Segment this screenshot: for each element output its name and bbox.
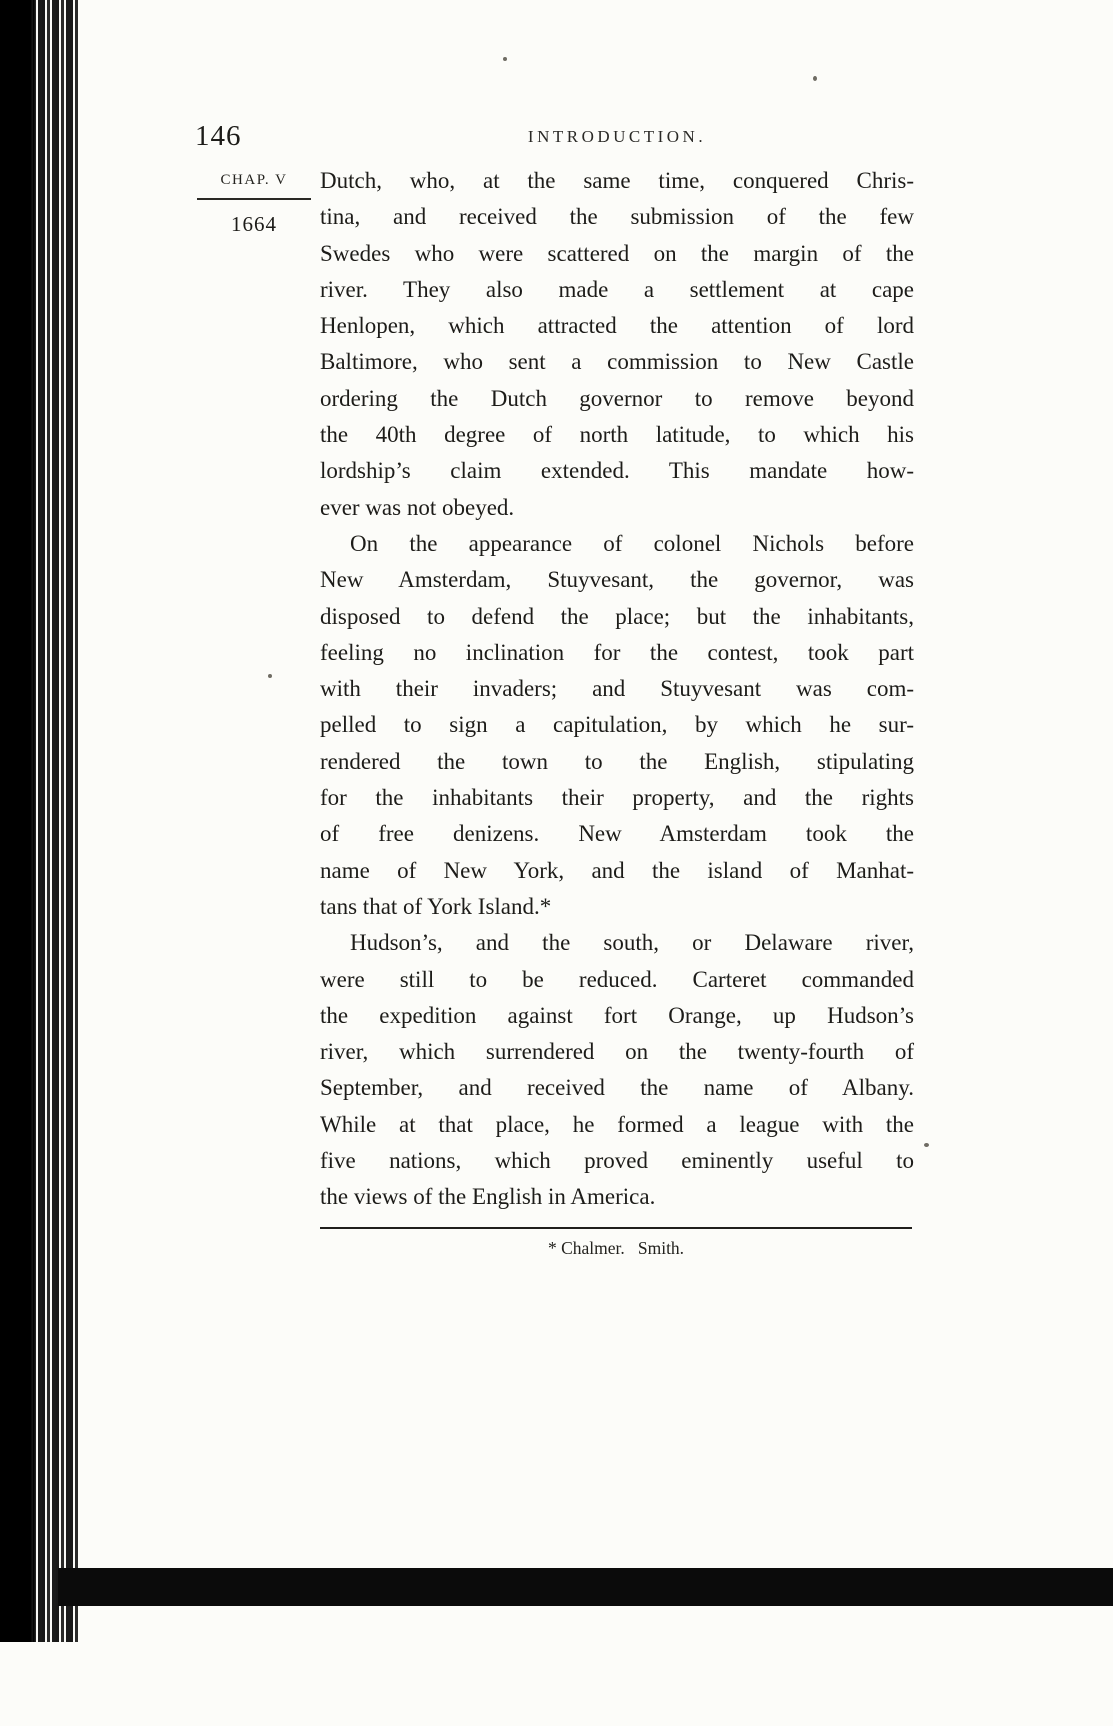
scan-speck: [268, 674, 272, 678]
text-line: September, and received the name of Albany.: [320, 1075, 914, 1101]
running-head: INTRODUCTION.: [527, 127, 707, 146]
year-label: 1664: [231, 212, 277, 236]
footnote: * Chalmer. Smith.: [547, 1238, 685, 1258]
chapter-label: CHAP. V: [220, 172, 288, 188]
text-line: Swedes who were scattered on the margin of the: [320, 240, 914, 266]
scan-speck: [813, 76, 817, 81]
paragraph: [320, 526, 914, 925]
text-line: feeling no inclination for the contest, took part: [320, 639, 914, 665]
text-line: for the inhabitants their property, and the rights: [320, 785, 914, 811]
scan-speck: [924, 1143, 929, 1147]
paragraph: [320, 163, 914, 526]
text-line: On the appearance of colonel Nichols before: [350, 530, 914, 556]
text-line: Henlopen, which attracted the attention of lord: [320, 313, 914, 339]
text-line: Hudson’s, and the south, or Delaware river,: [350, 930, 914, 956]
text-line: tans that of York Island.*: [320, 893, 552, 919]
text-line: of free denizens. New Amsterdam took the: [320, 821, 914, 847]
text-line: the views of the English in America.: [320, 1184, 656, 1210]
text-line: ordering the Dutch governor to remove beyond: [320, 385, 914, 411]
text-line: were still to be reduced. Carteret commanded: [320, 966, 914, 992]
text-line: rendered the town to the English, stipulating: [320, 748, 914, 774]
text-column: [320, 163, 914, 1216]
text-line: five nations, which proved eminently useful to: [320, 1148, 914, 1174]
text-line: Dutch, who, at the same time, conquered Chris-: [320, 168, 914, 193]
text-line: lordship’s claim extended. This mandate how-: [320, 458, 914, 484]
text-line: tina, and received the submission of the few: [320, 204, 914, 230]
text-line: New Amsterdam, Stuyvesant, the governor, was: [320, 567, 914, 593]
text-line: name of New York, and the island of Manhat-: [320, 857, 914, 883]
text-line: river, which surrendered on the twenty-fourth of: [320, 1039, 914, 1065]
text-line: with their invaders; and Stuyvesant was com-: [320, 676, 914, 702]
text-line: While at that place, he formed a league with the: [320, 1111, 914, 1137]
scan-bar-bottom: [58, 1568, 1113, 1606]
text-line: river. They also made a settlement at cape: [320, 276, 914, 302]
scan-edge-left: [0, 0, 78, 1642]
page-number: 146: [195, 120, 242, 152]
text-line: pelled to sign a capitulation, by which he sur-: [320, 712, 914, 738]
chapter-rule: [197, 198, 311, 200]
text-line: the 40th degree of north latitude, to which his: [320, 422, 914, 448]
text-line: disposed to defend the place; but the inhabitants,: [320, 603, 914, 629]
scan-speck: [503, 57, 507, 61]
text-line: the expedition against fort Orange, up Hudson’s: [320, 1002, 914, 1028]
text-line: ever was not obeyed.: [320, 494, 515, 520]
footnote-rule: [320, 1227, 912, 1229]
text-line: Baltimore, who sent a commission to New Castle: [320, 349, 914, 375]
paragraph: [320, 925, 914, 1215]
